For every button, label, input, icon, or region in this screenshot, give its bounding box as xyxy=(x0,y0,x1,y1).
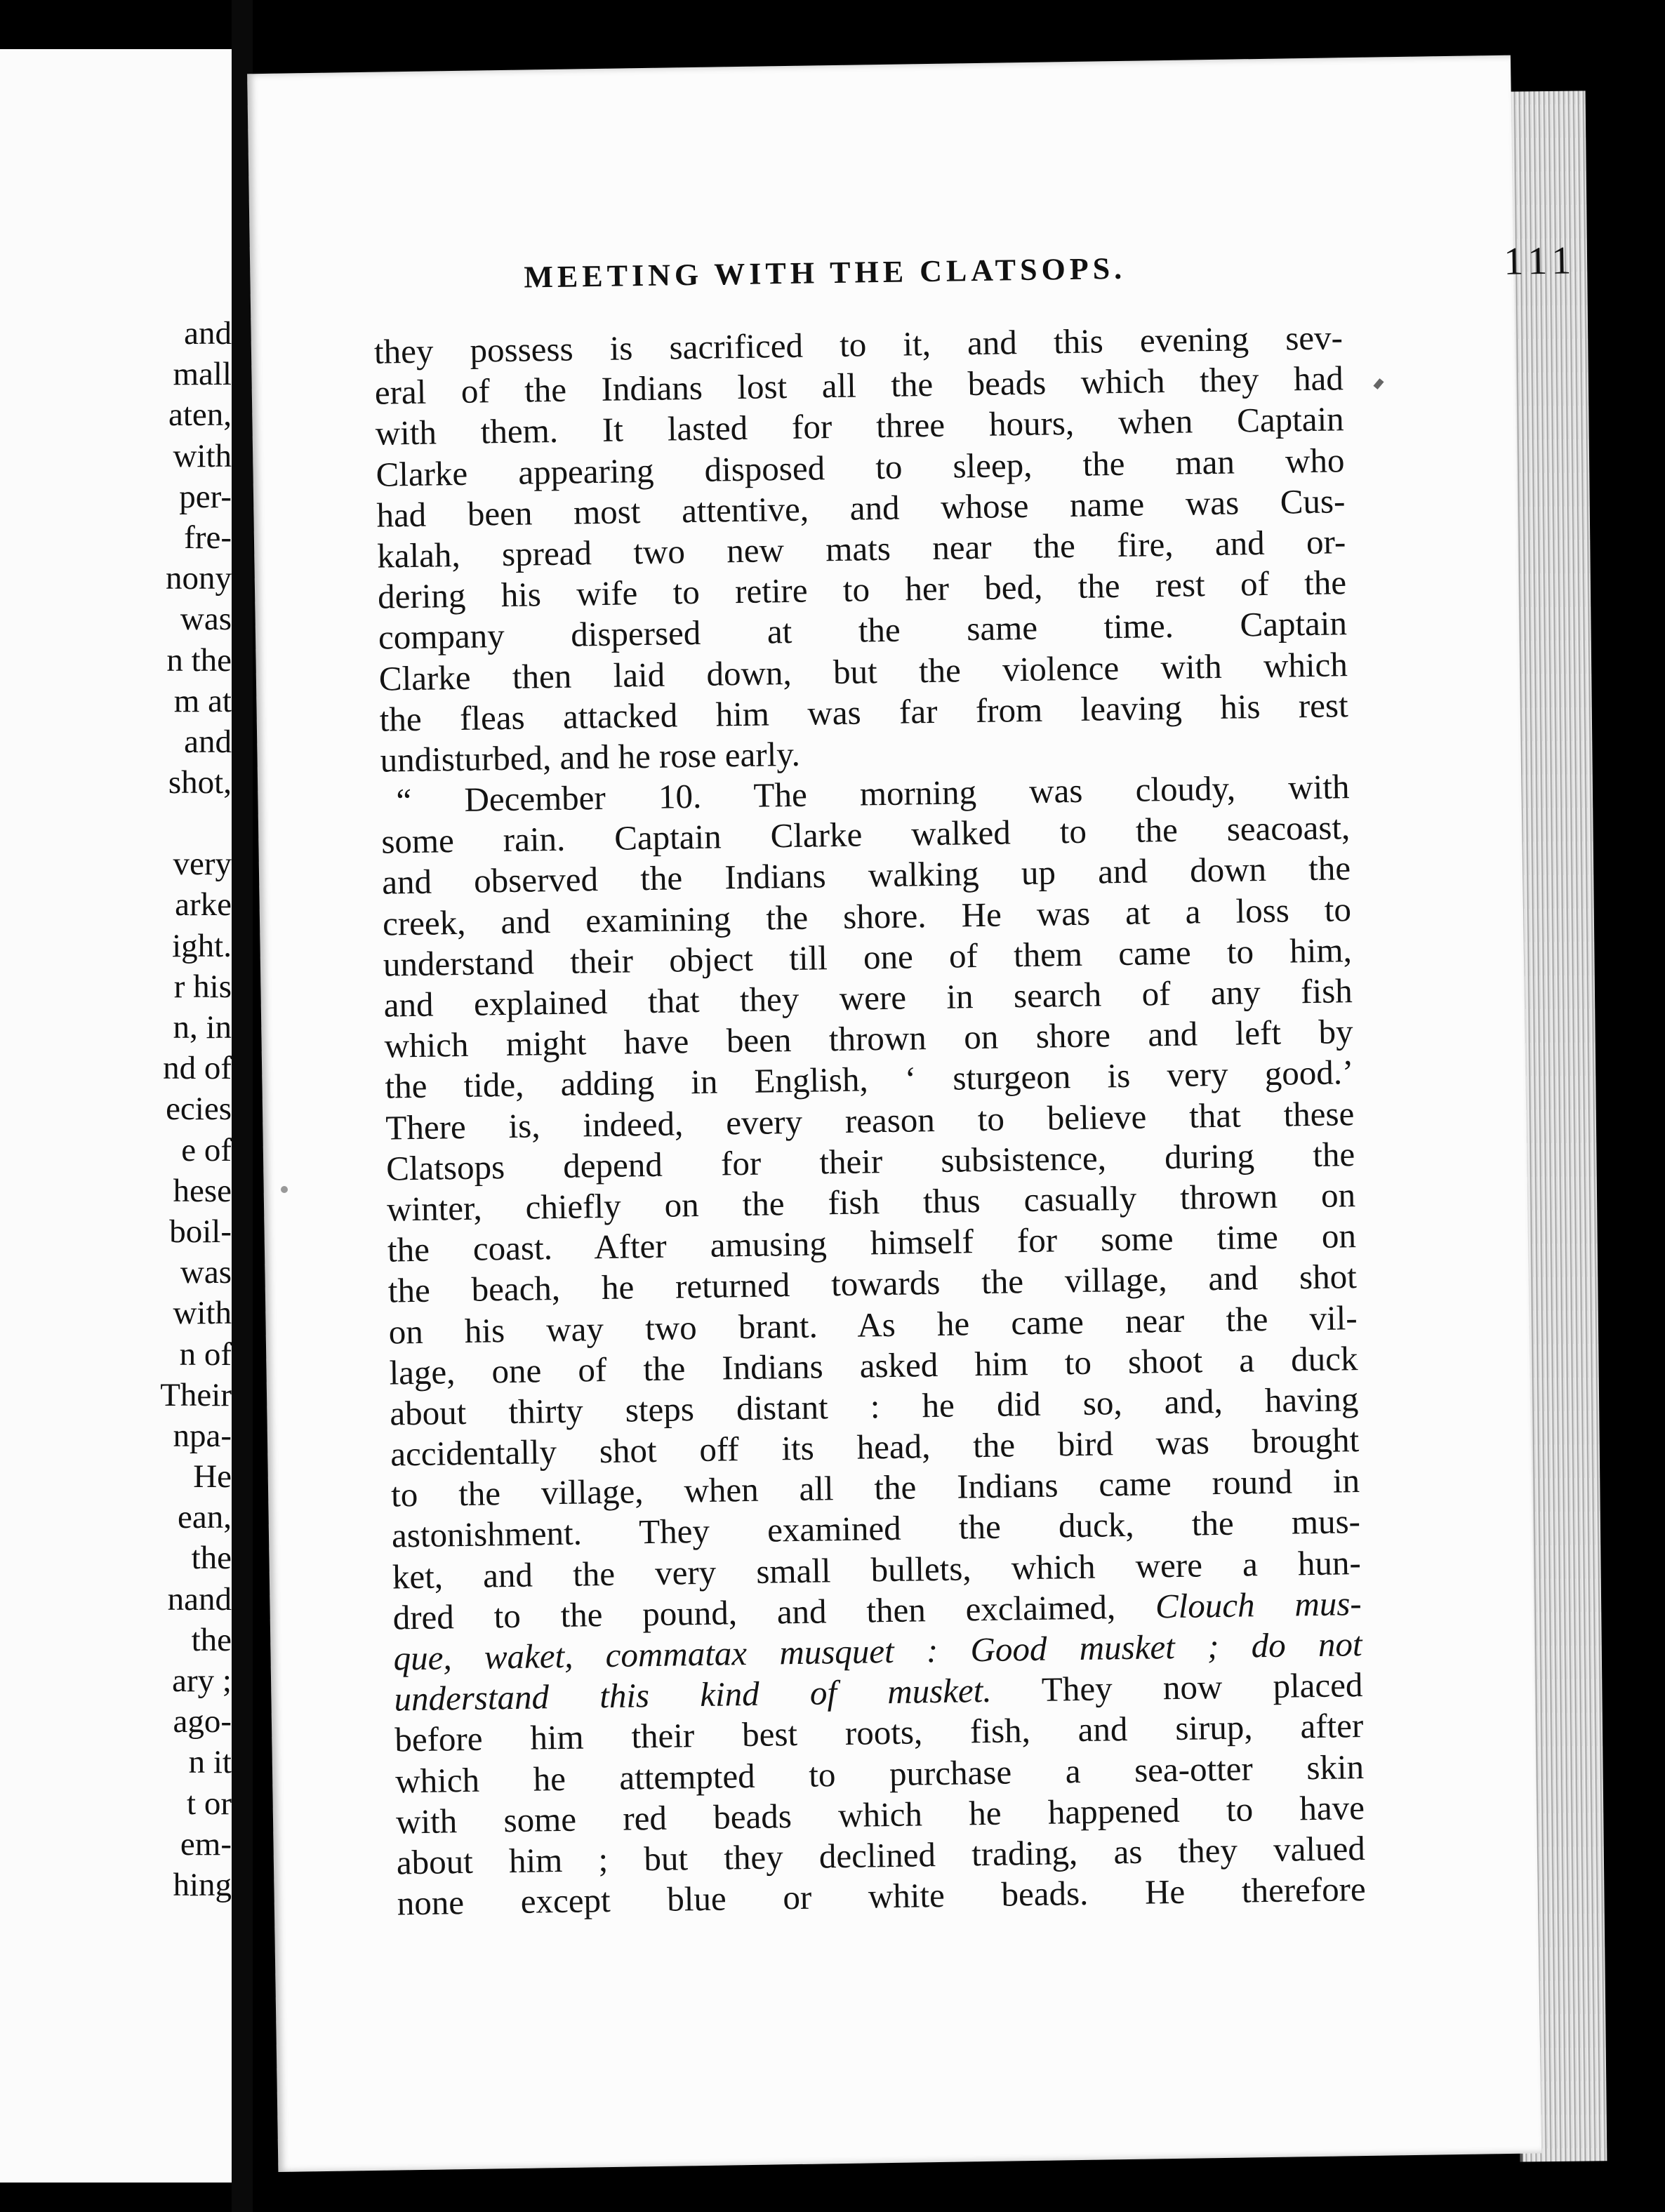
text-line: Clatsops depend for their subsistence, during the xyxy=(385,1134,1355,1188)
left-fragment: npa- xyxy=(173,1417,232,1454)
text-line: kalah, spread two new mats near the fire, and or- xyxy=(376,522,1346,575)
left-fragment: and xyxy=(184,723,232,760)
book-gutter xyxy=(232,0,253,2212)
text-line: none except blue or white beads. He therefore xyxy=(397,1870,1367,1923)
running-head xyxy=(524,239,1577,308)
text-line: ket, and the very small bullets, which were a hun- xyxy=(392,1543,1362,1597)
left-fragment: ean, xyxy=(178,1499,232,1536)
left-fragment: boil- xyxy=(169,1213,232,1250)
left-fragment: r his xyxy=(173,968,232,1005)
text-line: to the village, when all the Indians came round in xyxy=(390,1461,1360,1514)
current-page xyxy=(247,55,1577,2172)
left-fragment: ary ; xyxy=(172,1663,232,1699)
text-line: Clarke then laid down, but the violence with which xyxy=(378,644,1348,698)
text-line: had been most attentive, and whose name was Cus- xyxy=(376,481,1346,535)
text-line: about thirty steps distant : he did so, and, having xyxy=(390,1379,1359,1433)
text-line: understand their object till one of them came to him, xyxy=(383,930,1353,984)
left-fragment: n, in xyxy=(173,1009,232,1046)
left-fragment: fre- xyxy=(184,519,232,556)
left-fragment: t or xyxy=(187,1785,232,1822)
left-fragment: n it xyxy=(188,1744,232,1781)
text-line: winter, chiefly on the fish thus casually thrown on xyxy=(386,1175,1356,1229)
text-line: about him ; but they declined trading, as they valued xyxy=(396,1828,1366,1882)
text-line: they possess is sacrificed to it, and this evening sev- xyxy=(373,318,1344,371)
text-line-paragraph-start: “ December 10. The morning was cloudy, with xyxy=(396,767,1350,820)
text-line: lage, one of the Indians asked him to shoot a duck xyxy=(389,1338,1358,1392)
left-fragment: m at xyxy=(173,682,232,719)
text-line: which might have been thrown on shore and left by xyxy=(384,1012,1353,1065)
left-fragment: with xyxy=(173,1295,232,1332)
scan-speck xyxy=(281,1186,288,1193)
left-fragment: was xyxy=(180,1254,232,1291)
left-fragment: hese xyxy=(173,1172,232,1209)
text-line: the fleas attacked him was far from leaving his rest xyxy=(379,685,1349,739)
left-fragment-gap xyxy=(160,803,232,844)
left-fragment: em- xyxy=(180,1825,232,1863)
text-line: with some red beads which he happened to have xyxy=(395,1787,1365,1841)
left-fragment: nand xyxy=(167,1580,232,1618)
running-title: MEETING WITH THE CLATSOPS. xyxy=(524,251,1127,295)
left-fragment: n of xyxy=(179,1335,232,1373)
text-line-italic: que, waket, commatax musquet : Good musket ; do not xyxy=(393,1625,1362,1678)
text-line: with them. It lasted for three hours, when Captain xyxy=(375,399,1344,453)
left-fragment: He xyxy=(193,1458,232,1495)
text-line: creek, and examining the shore. He was at a loss to xyxy=(382,889,1352,943)
left-fragment: mall xyxy=(173,356,232,393)
text-line: some rain. Captain Clarke walked to the seacoast, xyxy=(380,808,1351,861)
text-line: before him their best roots, fish, and sirup, after xyxy=(394,1706,1364,1759)
left-fragment: shot, xyxy=(168,764,232,801)
text-line-italic: Clouch mus- xyxy=(1155,1583,1362,1626)
previous-page xyxy=(0,49,234,2183)
text-line: eral of the Indians lost all the beads which they had xyxy=(374,359,1344,412)
left-fragment: nd of xyxy=(163,1050,232,1087)
left-fragment: Their xyxy=(160,1376,232,1413)
left-fragment: ago- xyxy=(173,1703,232,1740)
left-fragment: e of xyxy=(181,1131,232,1168)
text-line: astonishment. They examined the duck, the mus- xyxy=(391,1502,1361,1555)
left-fragment: n the xyxy=(166,641,232,679)
left-fragment: with xyxy=(173,437,232,474)
left-fragment: ecies xyxy=(166,1091,232,1128)
text-line-roman: They now placed xyxy=(991,1665,1363,1710)
left-fragment: was xyxy=(180,601,232,638)
left-fragment: nony xyxy=(166,560,232,597)
text-line: which he attempted to purchase a sea-otter skin xyxy=(394,1747,1365,1801)
text-line: and explained that they were in search of any fish xyxy=(383,971,1353,1025)
text-line: and observed the Indians walking up and down the xyxy=(381,848,1351,902)
text-line: the tide, adding in English, ‘ sturgeon is very good.’ xyxy=(385,1053,1354,1106)
text-line: on his way two brant. As he came near the vil- xyxy=(388,1298,1358,1352)
left-fragment: per- xyxy=(179,478,232,515)
left-fragment: ight. xyxy=(172,927,232,964)
page-number: 111 xyxy=(1503,239,1577,284)
text-line: the beach, he returned towards the village, and shot xyxy=(387,1257,1358,1310)
left-fragment: the xyxy=(191,1540,232,1577)
left-fragment: aten, xyxy=(168,397,232,434)
text-line-italic: understand this kind of musket. xyxy=(394,1671,992,1719)
left-fragment: very xyxy=(173,846,232,883)
left-fragment: hing xyxy=(173,1866,232,1903)
text-line: dering his wife to retire to her bed, the rest of the xyxy=(377,563,1347,616)
text-line: accidentally shot off its head, the bird was brought xyxy=(390,1420,1360,1474)
left-fragment: arke xyxy=(175,886,232,924)
previous-page-line-fragments xyxy=(2,313,232,1905)
body-text xyxy=(374,317,1367,1924)
left-fragment: and xyxy=(184,315,232,352)
text-line: the coast. After amusing himself for some time on xyxy=(387,1216,1357,1270)
text-line: undisturbed, and he rose early. xyxy=(380,734,801,780)
text-line-roman: dred to the pound, and then exclaimed, xyxy=(392,1587,1116,1637)
text-line: company dispersed at the same time. Captain xyxy=(378,604,1348,657)
left-fragment: the xyxy=(191,1621,232,1658)
text-line: There is, indeed, every reason to believe that these xyxy=(385,1093,1355,1147)
text-line: Clarke appearing disposed to sleep, the man who xyxy=(376,440,1345,494)
